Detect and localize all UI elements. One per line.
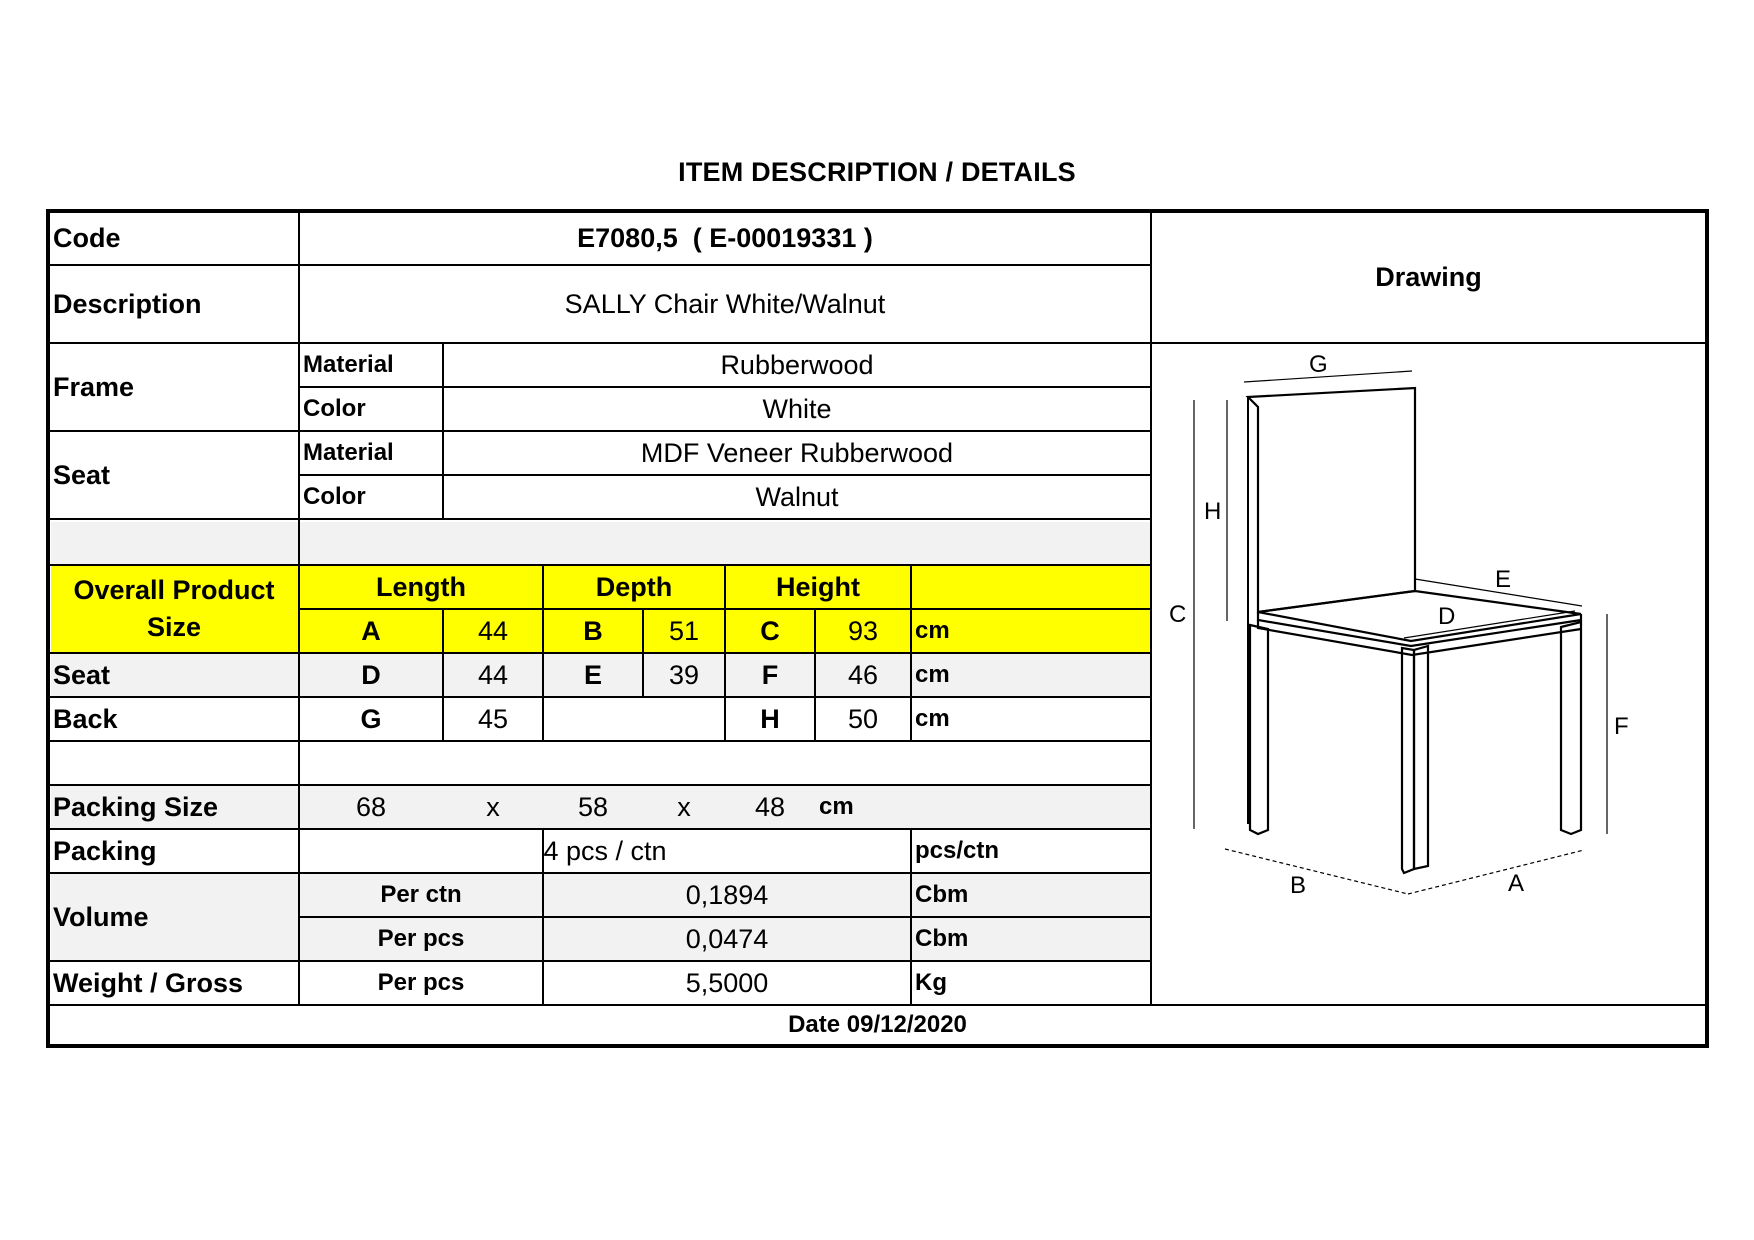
rule [724, 696, 726, 740]
seat-spec-label: Seat [53, 459, 111, 490]
rule [50, 740, 1150, 742]
chair-backrest [1248, 388, 1415, 612]
dim-h-label: H [760, 703, 780, 734]
code-label: Code [53, 223, 121, 253]
chair-leg-front-right [1561, 622, 1581, 834]
volume-per-ctn-value: 0,1894 [685, 879, 769, 910]
back-size-label: Back [53, 703, 118, 734]
frame-material-value: Rubberwood [720, 349, 874, 380]
dim-b-value: 51 [668, 615, 700, 646]
dim-g-value: 45 [477, 703, 509, 734]
chair-leg-front-center [1402, 648, 1414, 873]
date-stamp: Date 09/12/2020 [788, 1011, 967, 1038]
chair-leg-front-side [1414, 646, 1428, 869]
volume-per-pcs-label: Per pcs [377, 925, 465, 952]
dim-line-a [1408, 850, 1584, 894]
dim-a-label: A [361, 615, 381, 646]
overall-unit: cm [915, 617, 950, 644]
rule [814, 696, 816, 740]
spec-sheet [46, 209, 1709, 1048]
chair-drawing [1152, 344, 1705, 1004]
rule [910, 696, 912, 740]
frame-material-label: Material [303, 351, 394, 378]
chair-leg-back-left [1250, 625, 1268, 834]
packing-x-1: x [486, 791, 500, 822]
dim-c-value: 93 [847, 615, 879, 646]
seat-size-unit: cm [915, 661, 950, 688]
dim-line-b [1225, 849, 1408, 894]
overall-size-label: Overall Product Size [73, 575, 275, 642]
packing-height: 48 [754, 791, 786, 822]
volume-label: Volume [53, 901, 149, 932]
drawing-label-d: D [1438, 603, 1456, 630]
seat-material-value: MDF Veneer Rubberwood [640, 437, 954, 468]
page-title: ITEM DESCRIPTION / DETAILS [678, 157, 1076, 187]
packing-size-unit: cm [819, 793, 854, 820]
weight-value: 5,5000 [685, 967, 769, 998]
packing-x-2: x [677, 791, 691, 822]
dim-f-label: F [761, 659, 779, 690]
packing-width: 58 [577, 791, 609, 822]
drawing-label-e: E [1495, 566, 1512, 593]
volume-per-pcs-value: 0,0474 [685, 923, 769, 954]
chair-apron [1258, 620, 1581, 655]
volume-per-ctn-label: Per ctn [380, 881, 462, 908]
rule [442, 696, 444, 740]
rule [542, 696, 544, 740]
drawing-label-h: H [1204, 498, 1222, 525]
height-label: Height [776, 571, 860, 602]
drawing-label-a: A [1508, 870, 1525, 897]
rule [298, 696, 300, 740]
drawing-label: Drawing [1375, 262, 1482, 292]
packing-label: Packing [53, 835, 157, 866]
seat-material-label: Material [303, 439, 394, 466]
frame-color-value: White [762, 393, 832, 424]
weight-label: Weight / Gross [53, 967, 244, 998]
length-label: Length [376, 571, 466, 602]
drawing-label-c: C [1169, 601, 1187, 628]
packing-length: 68 [355, 791, 387, 822]
dim-e-label: E [583, 659, 602, 690]
dim-d-value: 44 [477, 659, 509, 690]
dim-b-label: B [583, 615, 603, 646]
drawing-label-b: B [1290, 872, 1307, 899]
seat-spec-row-bg [51, 522, 1150, 566]
volume-per-pcs-unit: Cbm [915, 925, 969, 952]
seat-color-value: Walnut [755, 481, 839, 512]
dim-h-value: 50 [847, 703, 879, 734]
volume-per-ctn-unit: Cbm [915, 881, 969, 908]
packing-unit: pcs/ctn [915, 837, 1000, 864]
weight-unit: Kg [915, 969, 947, 996]
dim-a-value: 44 [477, 615, 509, 646]
dim-c-label: C [760, 615, 780, 646]
depth-label: Depth [595, 571, 673, 602]
seat-color-label: Color [303, 483, 366, 510]
dim-line-g [1244, 371, 1412, 382]
code-value: E7080,5 ( E-00019331 ) [577, 223, 873, 253]
drawing-label-f: F [1614, 713, 1629, 740]
description-label: Description [53, 288, 202, 319]
dim-e-value: 39 [668, 659, 700, 690]
drawing-label-g: G [1309, 351, 1328, 378]
back-size-unit: cm [915, 705, 950, 732]
frame-label: Frame [53, 371, 135, 402]
packing-size-label: Packing Size [53, 791, 219, 822]
dim-d-label: D [361, 659, 381, 690]
weight-per-pcs-label: Per pcs [377, 969, 465, 996]
dim-g-label: G [360, 703, 382, 734]
packing-value: 4 pcs / ctn [543, 835, 667, 866]
rule [50, 518, 1150, 520]
description-value: SALLY Chair White/Walnut [564, 288, 886, 319]
frame-color-label: Color [303, 395, 366, 422]
dim-f-value: 46 [847, 659, 879, 690]
seat-size-label: Seat [53, 659, 111, 690]
